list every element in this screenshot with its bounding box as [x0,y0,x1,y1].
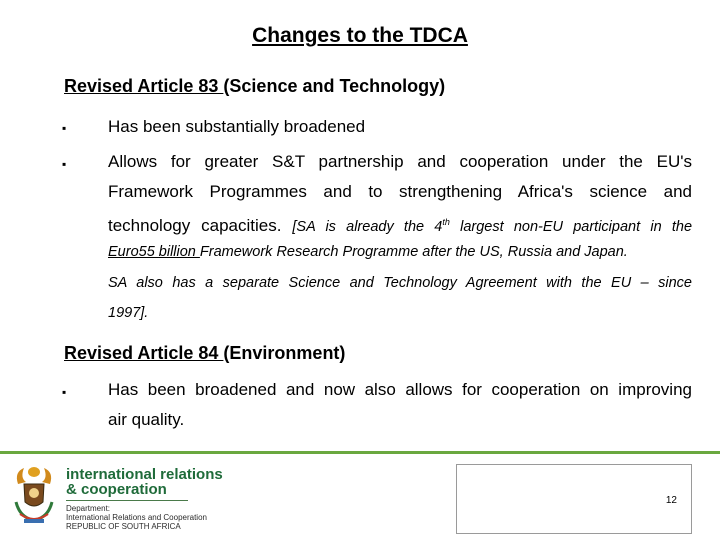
dept-line-2: International Relations and Cooperation [66,513,207,522]
brand-line-2: & cooperation [66,481,167,498]
page-number: 12 [665,495,677,506]
heading-rest: (Environment) [223,343,346,363]
paragraph-italic-text: largest non-EU participant in the [449,218,693,235]
dept-line-1: Department: [66,504,111,513]
paragraph-line [108,207,692,237]
paragraph-line [108,297,692,327]
paragraph-line: Framework Programmes and to strengthening Africa's science and [108,182,692,201]
paragraph-italic-text: 1997]. [108,305,149,321]
brand-line-1: international relations [66,466,223,483]
paragraph-line: Has been broadened and now also allows for cooperation on improving [108,380,692,399]
paragraph-line [108,237,692,267]
paragraph-line: Allows for greater S&T partnership and cooperation under the EU's [108,152,692,171]
paragraph-italic-text: [SA is already the 4 [292,218,443,235]
coat-of-arms-icon [10,462,58,526]
bullet-paragraph-environment [108,375,692,435]
heading-rest: (Science and Technology) [223,76,446,96]
paragraph-italic-text: Framework Research Programme after the US, Russia and Japan. [199,244,628,260]
dept-line-3: REPUBLIC OF SOUTH AFRICA [66,522,181,531]
paragraph-text: technology capacities. [108,215,293,235]
footer-divider-bar [0,451,720,454]
bullet-marker: ▪ [62,121,67,135]
heading-underlined-part: Revised Article 83 [64,76,224,96]
department-brand [66,467,223,531]
paragraph-line [108,267,692,297]
bullet-marker: ▪ [62,157,67,171]
paragraph-italic-text: SA also has a separate Science and Technology Agreement with the EU – since [108,275,692,291]
paragraph-line: air quality. [108,410,185,429]
section-heading-article-83 [64,76,445,97]
bullet-text-broadened: Has been substantially broadened [108,117,366,136]
superscript-th: th [442,217,450,227]
underlined-euro-amount: Euro55 billion [108,244,200,260]
page-number-box [456,464,692,534]
slide-title: Changes to the TDCA [252,24,468,47]
bullet-marker: ▪ [62,385,67,399]
section-heading-article-84 [64,343,345,364]
heading-underlined-part: Revised Article 84 [64,343,224,363]
bullet-paragraph-partnership [108,147,692,327]
